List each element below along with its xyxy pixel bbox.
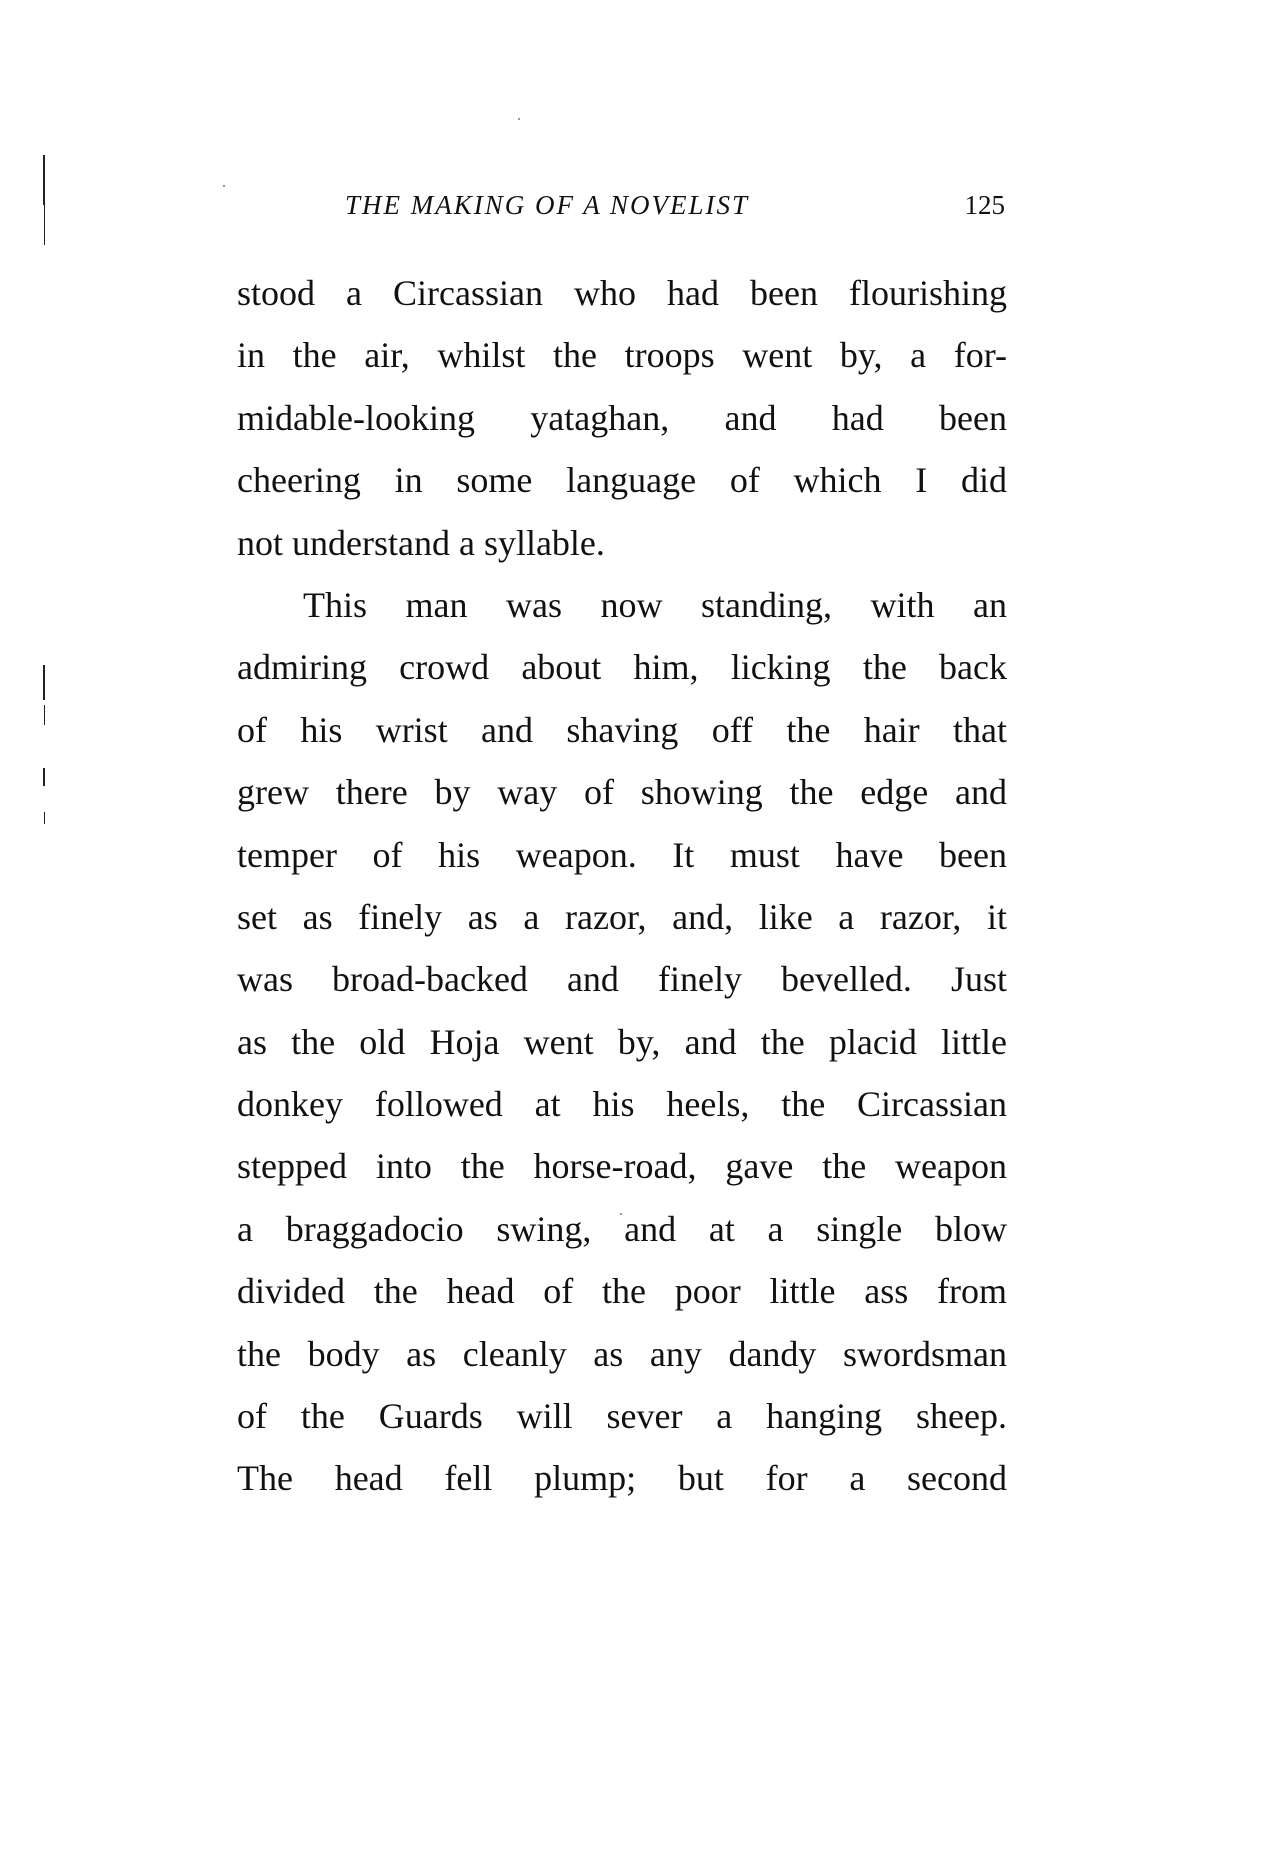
text-line: a braggadocio swing, and at a single blow (237, 1208, 1007, 1249)
scan-mark (43, 768, 45, 786)
scan-speck (223, 185, 225, 187)
scan-mark (43, 155, 45, 205)
text-line: cheering in some language of which I did (237, 460, 1007, 501)
text-line: stood a Circassian who had been flourishing (237, 273, 1007, 313)
text-line: grew there by way of showing the edge and (237, 772, 1007, 813)
running-title: THE MAKING OF A NOVELIST (345, 190, 750, 220)
text-line: as the old Hoja went by, and the placid little (237, 1021, 1007, 1062)
scan-mark (44, 812, 45, 824)
scan-speck (518, 118, 520, 120)
text-line: not understand a syllable. (237, 522, 605, 563)
text-line: was broad-backed and finely bevelled. Just (237, 959, 1007, 1000)
text-line: the body as cleanly as any dandy swordsman (237, 1333, 1007, 1374)
text-line: set as finely as a razor, and, like a razor, it (237, 896, 1007, 937)
text-line: The head fell plump; but for a second (237, 1458, 1007, 1499)
page-header (345, 190, 1005, 230)
text-line: of his wrist and shaving off the hair that (237, 709, 1007, 750)
page-number: 125 (964, 190, 1005, 220)
text-line: midable-looking yataghan, and had been (237, 397, 1007, 438)
text-line: in the air, whilst the troops went by, a for- (237, 335, 1007, 376)
text-line: stepped into the horse-road, gave the weapon (237, 1146, 1007, 1187)
scan-mark (43, 665, 45, 700)
text-line: of the Guards will sever a hanging sheep. (237, 1396, 1007, 1437)
scan-mark (44, 705, 45, 725)
body-text (237, 262, 1007, 1510)
text-line: donkey followed at his heels, the Circassian (237, 1084, 1007, 1125)
text-line: This man was now standing, with an (303, 584, 1007, 625)
scan-mark (44, 205, 45, 245)
text-line: divided the head of the poor little ass from (237, 1271, 1007, 1312)
text-line: admiring crowd about him, licking the back (237, 647, 1007, 688)
text-line: temper of his weapon. It must have been (237, 834, 1007, 875)
